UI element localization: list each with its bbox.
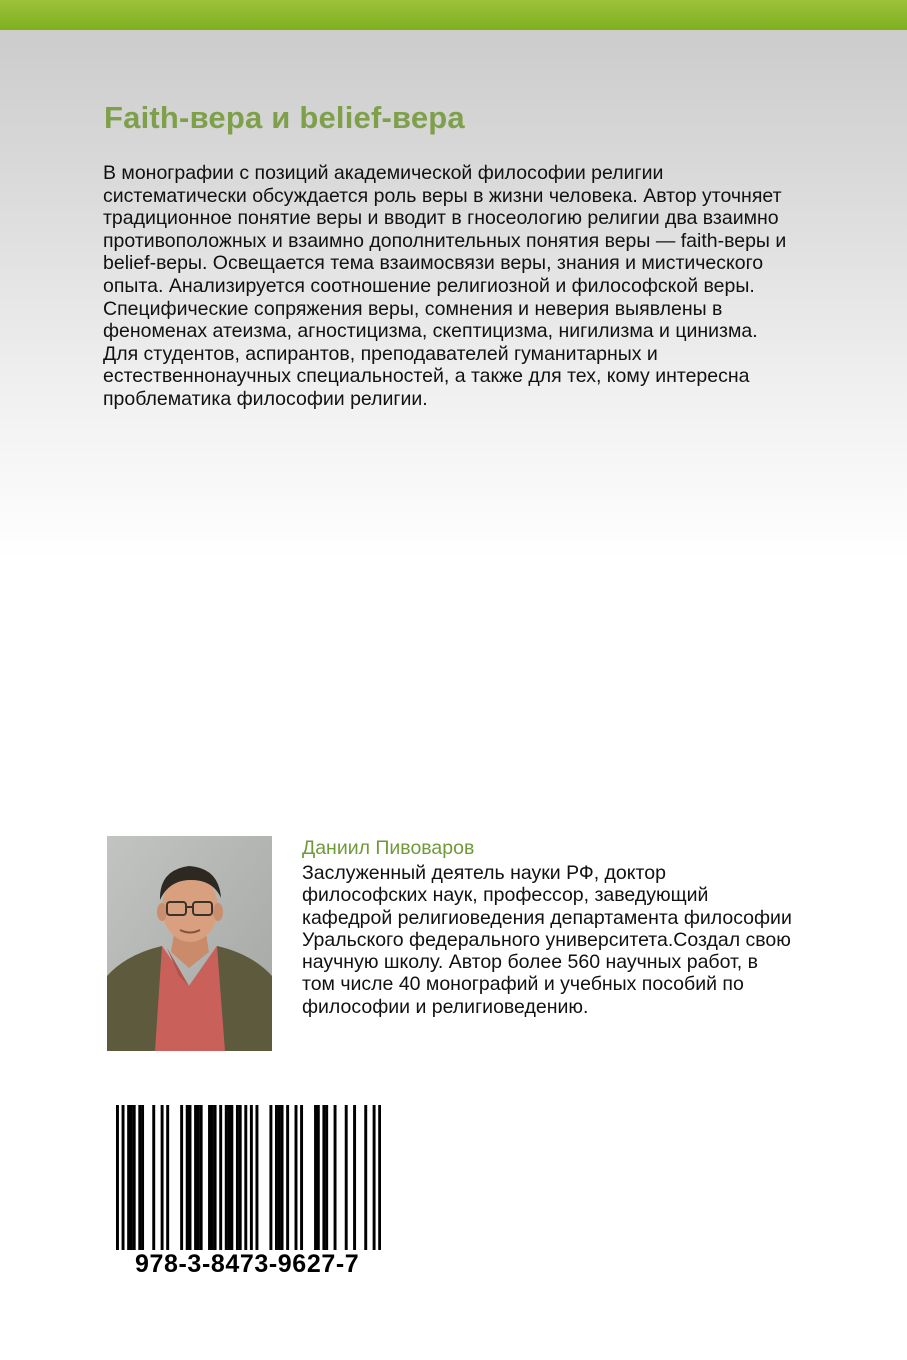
- barcode-bar: [141, 1105, 144, 1250]
- bio-line: кафедрой религиоведения департамента философии: [302, 906, 792, 929]
- barcode-bar: [255, 1105, 258, 1250]
- description-line: противоположных и взаимно дополнительных понятия веры — faith-веры и: [103, 229, 787, 252]
- description-line: естественнонаучных специальностей, а также для тех, кому интересна: [103, 365, 750, 388]
- description-line: феноменах атеизма, агностицизма, скептицизма, нигилизма и цинизма.: [103, 320, 758, 343]
- isbn-number: 978-3-8473-9627-7: [135, 1250, 360, 1278]
- bio-line: Заслуженный деятель науки РФ, доктор: [302, 862, 666, 884]
- barcode-bar: [208, 1105, 211, 1250]
- barcode-bar: [214, 1105, 217, 1250]
- barcode-bar: [130, 1105, 133, 1250]
- barcode-bar: [334, 1105, 337, 1250]
- barcode-bar: [244, 1105, 247, 1250]
- barcode-bar: [373, 1105, 376, 1250]
- description-line: опыта. Анализируется соотношение религиозной и философской веры.: [103, 274, 755, 297]
- bio-line: Уральского федерального университета.Создал свою: [302, 928, 791, 951]
- barcode-bar: [186, 1105, 189, 1250]
- barcode-bar: [278, 1105, 281, 1250]
- barcode-bar: [127, 1105, 130, 1250]
- author-photo: [107, 836, 272, 1051]
- barcode-bar: [239, 1105, 242, 1250]
- barcode-bar: [269, 1105, 272, 1250]
- barcode-bar: [152, 1105, 155, 1250]
- barcode-bar: [364, 1105, 367, 1250]
- barcode-bar: [281, 1105, 284, 1250]
- barcode-bar: [211, 1105, 214, 1250]
- barcode-bar: [116, 1105, 119, 1250]
- barcode-bar: [286, 1105, 289, 1250]
- top-accent-bar: [0, 0, 907, 30]
- barcode-bar: [166, 1105, 169, 1250]
- barcode-bar: [314, 1105, 317, 1250]
- barcode-bar: [219, 1105, 222, 1250]
- bio-line: научную школу. Автор более 560 научных работ, в: [302, 951, 758, 974]
- barcode-bar: [275, 1105, 278, 1250]
- description-line: проблематика философии религии.: [103, 387, 428, 410]
- description-line: Для студентов, аспирантов, преподавателей гуманитарных и: [103, 342, 658, 365]
- barcode-bar: [325, 1105, 328, 1250]
- barcode-bar: [353, 1105, 356, 1250]
- description-line: Специфические сопряжения веры, сомнения и неверия выявлены в: [103, 297, 723, 320]
- barcode-bar: [378, 1105, 381, 1250]
- book-description: [103, 162, 843, 411]
- barcode-bar: [228, 1105, 231, 1250]
- barcode-bar: [236, 1105, 239, 1250]
- barcode-bar: [300, 1105, 303, 1250]
- barcode-bar: [161, 1105, 164, 1250]
- bio-line: философских наук, профессор, заведующий: [302, 884, 709, 907]
- description-line: традиционное понятие веры и вводит в гносеологию религии два взаимно: [103, 207, 779, 230]
- barcode-bar: [197, 1105, 200, 1250]
- description-line: В монографии с позиций академической философии религии: [103, 162, 664, 184]
- barcode-bar: [230, 1105, 233, 1250]
- barcode-bar: [295, 1105, 298, 1250]
- author-name: Даниил Пивоваров: [302, 837, 475, 859]
- bio-line: том числе 40 монографий и учебных пособий по: [302, 973, 744, 996]
- barcode-bar: [180, 1105, 183, 1250]
- barcode-bar: [345, 1105, 348, 1250]
- description-line: систематически обсуждается роль веры в жизни человека. Автор уточняет: [103, 184, 782, 207]
- barcode-bar: [133, 1105, 136, 1250]
- barcode-bar: [122, 1105, 125, 1250]
- barcode-bar: [138, 1105, 141, 1250]
- barcode-bar: [322, 1105, 325, 1250]
- barcode-bar: [317, 1105, 320, 1250]
- barcode-bar: [225, 1105, 228, 1250]
- barcode-bar: [200, 1105, 203, 1250]
- bio-line: философии и религиоведению.: [302, 995, 589, 1018]
- barcode-bar: [250, 1105, 253, 1250]
- isbn-barcode: [116, 1105, 381, 1250]
- author-bio: [302, 862, 862, 1018]
- book-title: Faith-вера и belief-вера: [104, 100, 465, 135]
- barcode-bar: [194, 1105, 197, 1250]
- barcode-bar: [189, 1105, 192, 1250]
- description-line: belief-веры. Освещается тема взаимосвязи веры, знания и мистического: [103, 252, 764, 275]
